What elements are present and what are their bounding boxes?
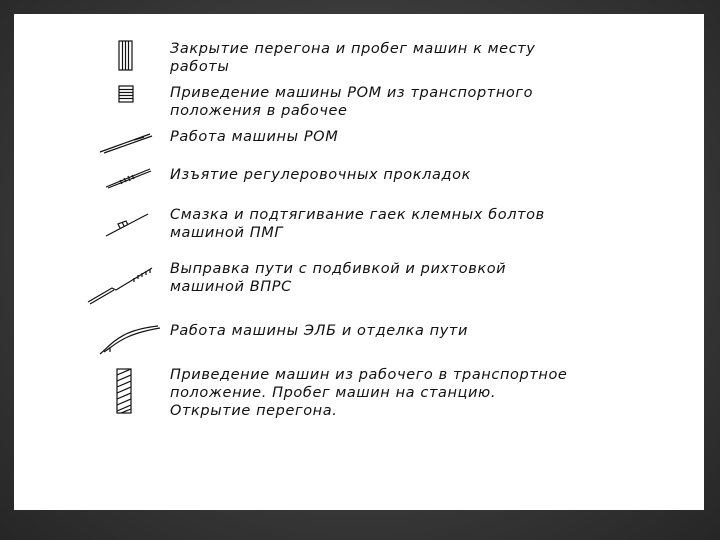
diagonal-hatched-rectangle-icon — [116, 368, 134, 416]
double-diagonal-line-icon — [98, 128, 154, 156]
legend-item-text: Приведение машины РОМ из транспортного положения в рабочее — [170, 85, 534, 119]
legend-item-text: Смазка и подтягивание гаек клемных болтов машиной ПМГ — [170, 207, 545, 241]
legend-item-text: Выправка пути с подбивкой и рихтовкой машиной ВПРС — [170, 261, 507, 295]
diagonal-line-with-hook-icon — [104, 210, 152, 240]
stepped-diagonal-line-icon — [86, 260, 162, 306]
horizontal-hatched-square-icon — [118, 85, 136, 105]
legend-item-text: Работа машины ЭЛБ и отделка пути — [170, 323, 468, 339]
legend-item-text: Работа машины РОМ — [170, 129, 339, 145]
hatched-diagonal-line-icon — [104, 166, 154, 190]
curved-diagonal-line-icon — [98, 322, 162, 358]
legend-item-text: Закрытие перегона и пробег машин к месту работы — [170, 41, 536, 75]
legend-item-text: Изъятие регулеровочных прокладок — [170, 167, 471, 183]
vertical-hatched-rectangle-icon — [118, 40, 134, 72]
legend-item-text: Приведение машин из рабочего в транспортное положение. Пробег машин на станцию. Открытие перегона. — [170, 367, 568, 419]
slide — [14, 14, 704, 510]
